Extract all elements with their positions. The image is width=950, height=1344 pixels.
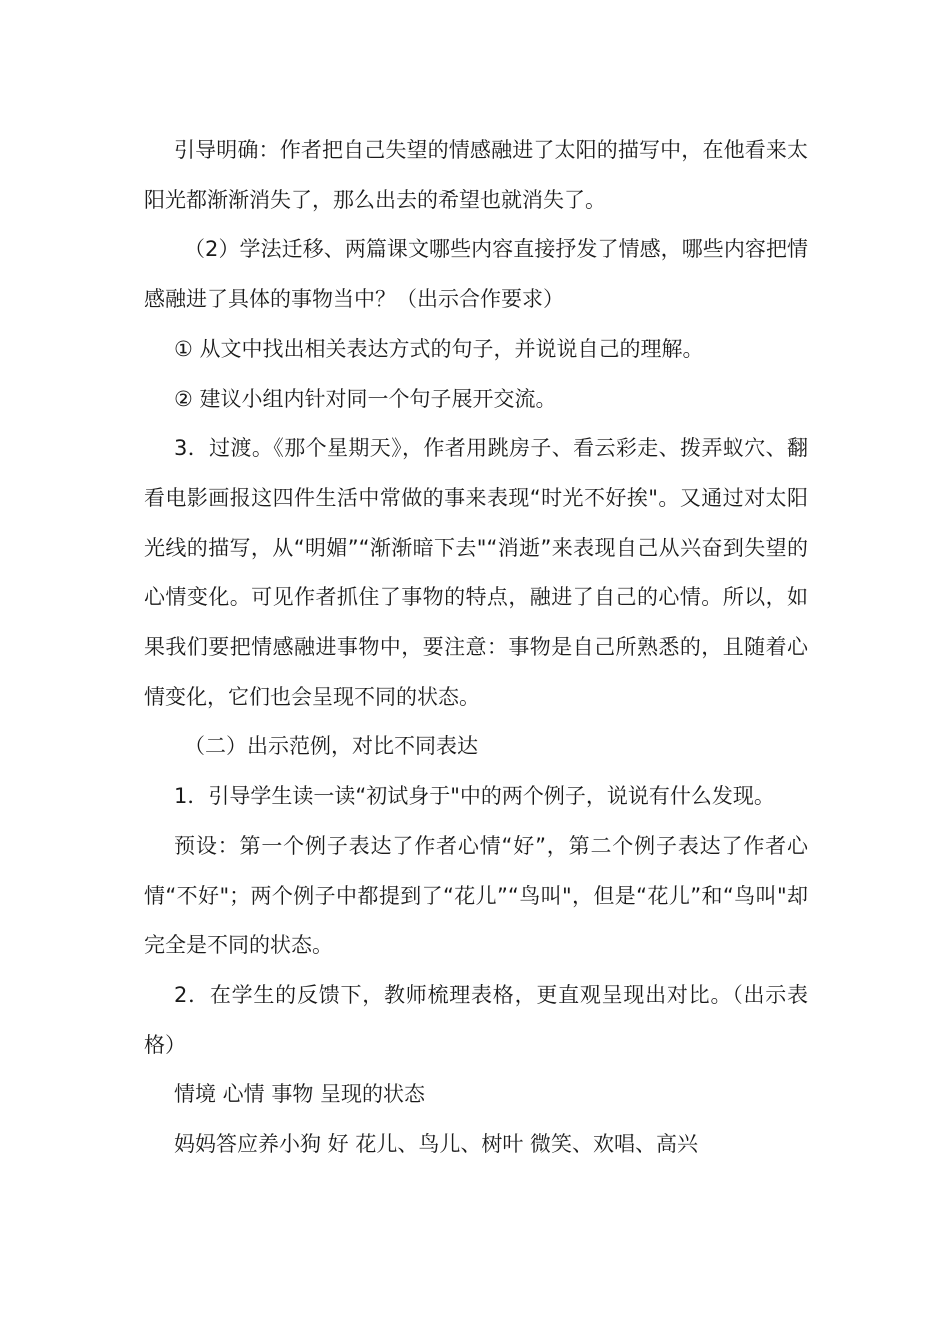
- section-heading-examples: （二）出示范例，对比不同表达: [184, 734, 478, 759]
- list-item-requirement-1: ① 从文中找出相关表达方式的句子，并说说自己的理解。: [174, 336, 704, 361]
- list-item-requirement-2: ② 建议小组内针对同一个句子展开交流。: [174, 386, 557, 411]
- paragraph-transition: 3．过渡。《那个星期天》，作者用跳房子、看云彩走、拨弄蚁穴、翻看电影画报这四件生活中常做的事来表现“时光不好挨"。又通过对太阳光线的描写，从“明媚”“渐渐暗下去"“消逝”来表现自己从兴奋到失望的心情变化。可见作者抓住了事物的特点，融进了自己的心情。所以，如果我们要把情感融进事物中，要注意：事物是自己所熟悉的，且随着心情变化，它们也会呈现不同的状态。: [144, 436, 808, 709]
- table-row: 妈妈答应养小狗 好 花儿、鸟儿、树叶 微笑、欢唱、高兴: [174, 1132, 699, 1157]
- paragraph-step-2: 2．在学生的反馈下，教师梳理表格，更直观呈现出对比。（出示表格）: [144, 982, 808, 1057]
- paragraph-guidance: 引导明确：作者把自己失望的情感融进了太阳的描写中，在他看来太阳光都渐渐消失了，那么出去的希望也就消失了。: [144, 138, 808, 212]
- table-header-row: 情境 心情 事物 呈现的状态: [174, 1082, 426, 1107]
- paragraph-transfer-method: （2）学法迁移、两篇课文哪些内容直接抒发了情感，哪些内容把情感融进了具体的事物当中？（出示合作要求）: [144, 237, 808, 312]
- document-body: [144, 126, 808, 1170]
- paragraph-preset: 预设：第一个例子表达了作者心情“好”，第二个例子表达了作者心情“不好"；两个例子中都提到了“花儿”“鸟叫"，但是“花儿”和“鸟叫"却完全是不同的状态。: [144, 833, 808, 958]
- paragraph-step-1: 1．引导学生读一读“初试身于"中的两个例子，说说有什么发现。: [174, 784, 775, 809]
